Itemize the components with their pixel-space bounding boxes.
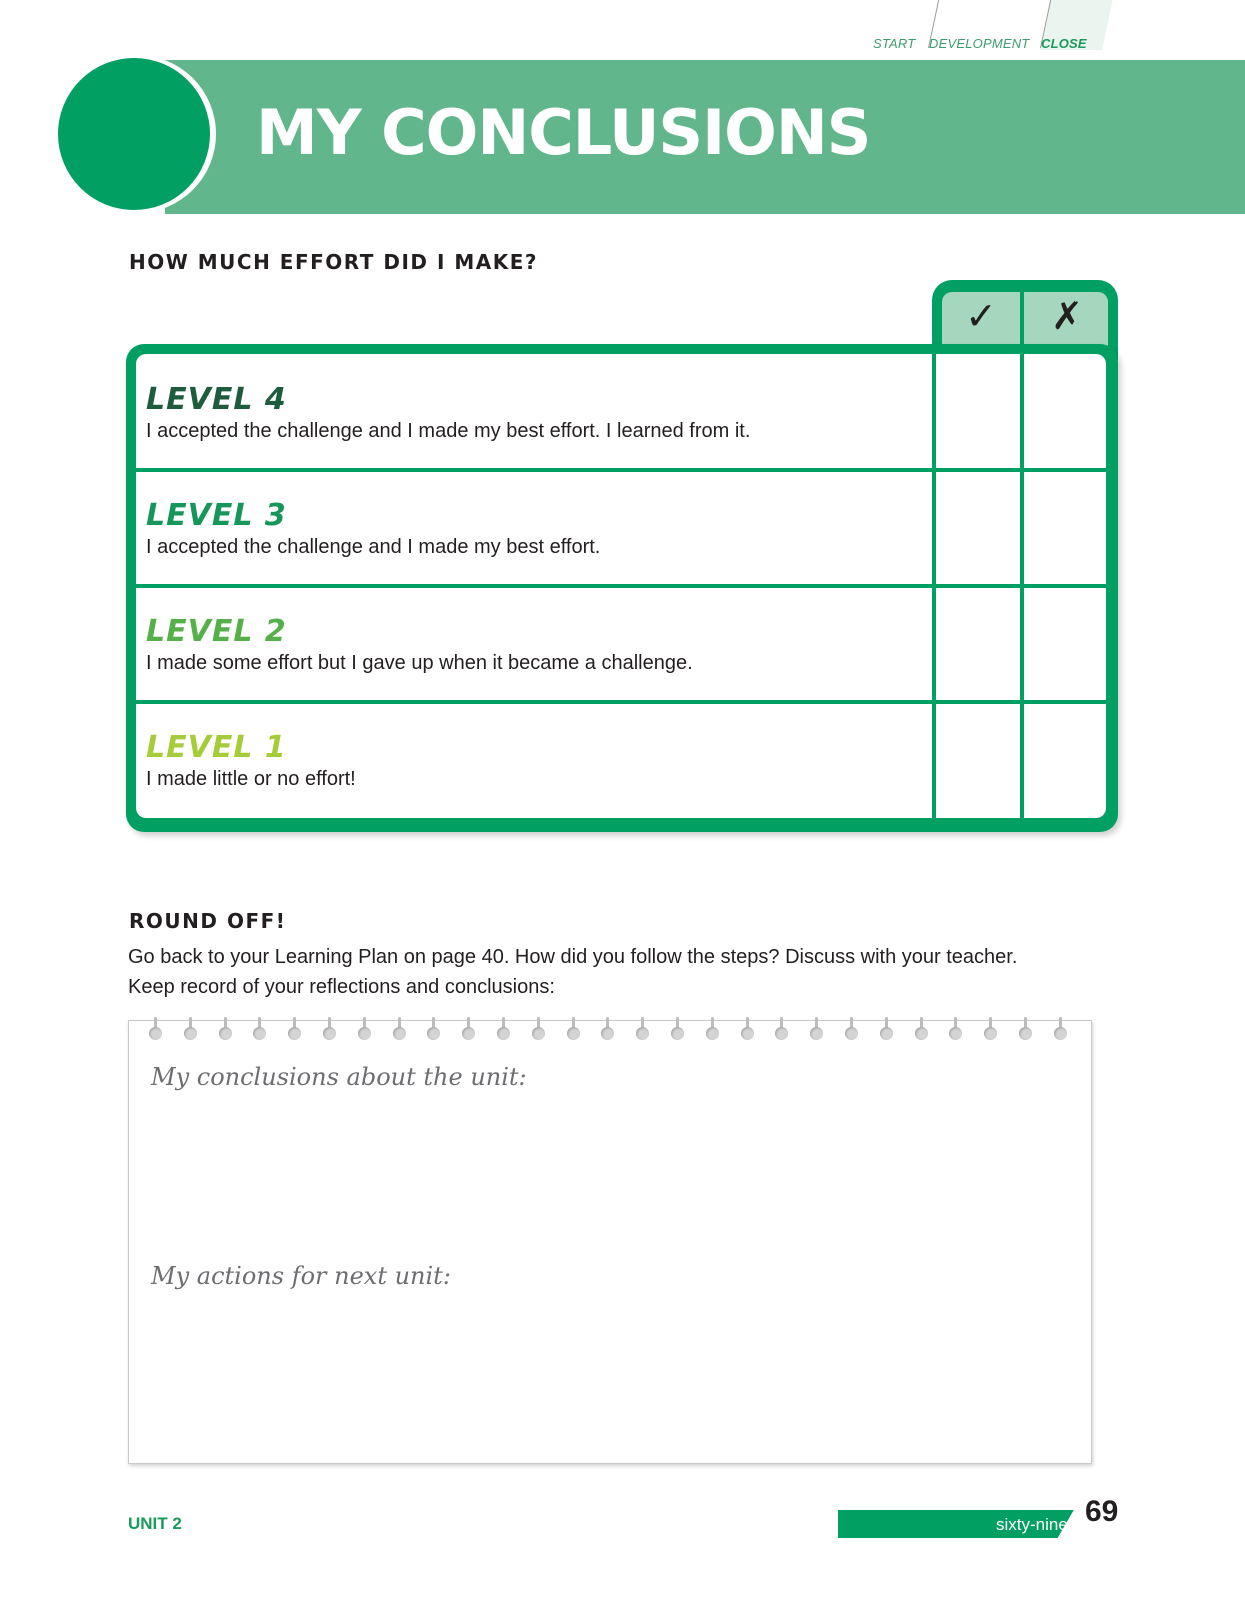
level-label: LEVEL 4: [146, 382, 287, 417]
binding-ring: [358, 1017, 372, 1041]
level-row: [136, 702, 1106, 818]
binding-ring: [288, 1017, 302, 1041]
page-number-words: sixty-nine: [996, 1515, 1068, 1534]
binding-ring: [949, 1017, 963, 1041]
binding-ring: [427, 1017, 441, 1041]
effort-table-body: [136, 354, 1106, 818]
level-row: [136, 586, 1106, 702]
binding-ring: [219, 1017, 233, 1041]
level-label: LEVEL 3: [146, 498, 287, 533]
nav-development[interactable]: DEVELOPMENT: [929, 36, 1030, 51]
binding-ring: [323, 1017, 337, 1041]
instruction-line: Go back to your Learning Plan on page 40. How did you follow the steps? Discuss with your teacher.: [128, 946, 1018, 968]
check-cell[interactable]: [936, 354, 1022, 470]
binding-ring: [393, 1017, 407, 1041]
round-off-heading: ROUND OFF!: [129, 909, 287, 933]
binding-ring: [1054, 1017, 1068, 1041]
binding-ring: [915, 1017, 929, 1041]
binding-ring: [636, 1017, 650, 1041]
binding-ring: [184, 1017, 198, 1041]
binding-ring: [706, 1017, 720, 1041]
effort-heading: HOW MUCH EFFORT DID I MAKE?: [129, 250, 539, 274]
binding-ring: [149, 1017, 163, 1041]
nav-close[interactable]: CLOSE: [1041, 36, 1087, 51]
binding-ring: [810, 1017, 824, 1041]
level-row: [136, 470, 1106, 586]
level-description: I accepted the challenge and I made my best effort. I learned from it.: [146, 420, 751, 442]
binding-ring: [845, 1017, 859, 1041]
level-description: I accepted the challenge and I made my best effort.: [146, 536, 601, 558]
page-title: MY CONCLUSIONS: [256, 96, 871, 169]
level-description: I made little or no effort!: [146, 768, 356, 790]
binding-ring: [1019, 1017, 1033, 1041]
check-icon: ✓: [965, 294, 997, 338]
title-circle: [58, 58, 210, 210]
instruction-line: Keep record of your reflections and conclusions:: [128, 976, 555, 998]
actions-prompt: My actions for next unit:: [151, 1262, 451, 1290]
column-divider: [932, 354, 936, 818]
binding-ring: [671, 1017, 685, 1041]
binding-ring: [601, 1017, 615, 1041]
cross-cell[interactable]: [1022, 470, 1106, 586]
spiral-binding: [149, 1017, 1079, 1047]
column-divider: [1020, 354, 1024, 818]
binding-ring: [567, 1017, 581, 1041]
round-off-instructions: [128, 942, 1128, 1002]
check-cell[interactable]: [936, 702, 1022, 818]
cross-cell[interactable]: [1022, 586, 1106, 702]
effort-table: [126, 344, 1118, 832]
level-label: LEVEL 2: [146, 614, 287, 649]
unit-label: UNIT 2: [128, 1514, 182, 1533]
check-cell[interactable]: [936, 586, 1022, 702]
binding-ring: [462, 1017, 476, 1041]
binding-ring: [497, 1017, 511, 1041]
binding-ring: [253, 1017, 267, 1041]
cross-cell[interactable]: [1022, 702, 1106, 818]
nav-start[interactable]: START: [873, 36, 916, 51]
level-label: LEVEL 1: [146, 730, 287, 765]
cross-icon: ✗: [1051, 294, 1083, 338]
binding-ring: [880, 1017, 894, 1041]
conclusions-prompt: My conclusions about the unit:: [151, 1063, 527, 1091]
notepad[interactable]: [128, 1020, 1092, 1464]
check-cell[interactable]: [936, 470, 1022, 586]
page-number: 69: [1085, 1495, 1119, 1528]
binding-ring: [984, 1017, 998, 1041]
binding-ring: [532, 1017, 546, 1041]
level-description: I made some effort but I gave up when it became a challenge.: [146, 652, 693, 674]
binding-ring: [775, 1017, 789, 1041]
binding-ring: [741, 1017, 755, 1041]
cross-cell[interactable]: [1022, 354, 1106, 470]
level-row: [136, 354, 1106, 470]
